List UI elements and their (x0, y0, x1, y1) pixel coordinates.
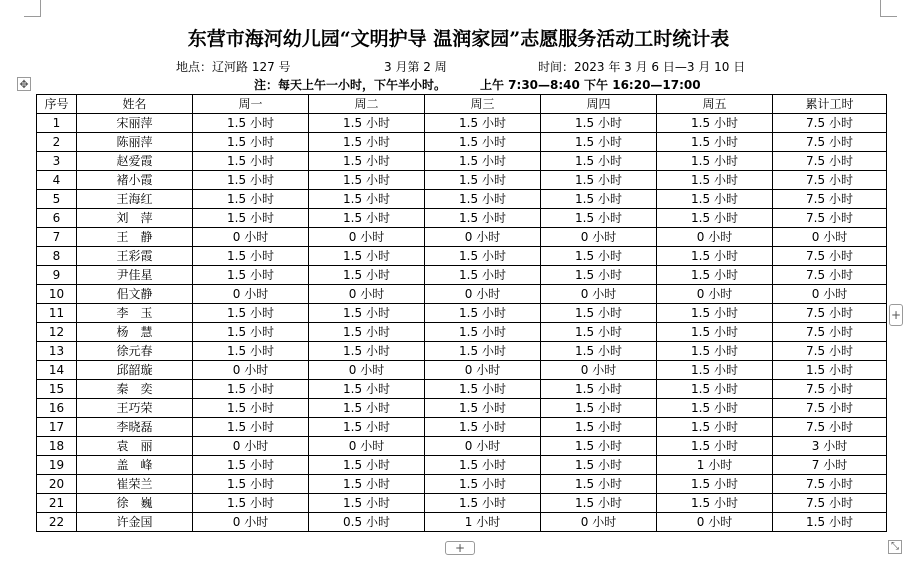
note-rule-text: 注：每天上午一小时，下午半小时。 (254, 78, 447, 92)
name-cell[interactable]: 盖 峰 (77, 456, 193, 475)
column-header: 周三 (425, 95, 541, 114)
row-number-cell[interactable]: 15 (37, 380, 77, 399)
day-hours-cell[interactable]: 1.5 小时 (309, 171, 425, 190)
day-hours-cell[interactable]: 1.5 小时 (425, 456, 541, 475)
row-number-cell[interactable]: 14 (37, 361, 77, 380)
day-hours-cell[interactable]: 0 小时 (541, 228, 657, 247)
day-hours-cell[interactable]: 1.5 小时 (657, 437, 773, 456)
column-header: 周四 (541, 95, 657, 114)
day-hours-cell[interactable]: 0 小时 (309, 228, 425, 247)
total-hours-cell[interactable]: 0 小时 (773, 228, 887, 247)
table-row (37, 114, 887, 133)
day-hours-cell[interactable]: 1.5 小时 (657, 247, 773, 266)
column-header: 周二 (309, 95, 425, 114)
day-hours-cell[interactable]: 1.5 小时 (425, 323, 541, 342)
name-cell[interactable]: 李 玉 (77, 304, 193, 323)
day-hours-cell[interactable]: 1.5 小时 (425, 190, 541, 209)
day-hours-cell[interactable]: 0 小时 (193, 228, 309, 247)
day-hours-cell[interactable]: 1.5 小时 (193, 494, 309, 513)
name-cell[interactable]: 徐元春 (77, 342, 193, 361)
total-hours-cell[interactable]: 7.5 小时 (773, 399, 887, 418)
table-row (37, 247, 887, 266)
day-hours-cell[interactable]: 1.5 小时 (309, 323, 425, 342)
day-hours-cell[interactable]: 0 小时 (193, 361, 309, 380)
day-hours-cell[interactable]: 0 小时 (309, 285, 425, 304)
day-hours-cell[interactable]: 1.5 小时 (541, 114, 657, 133)
day-hours-cell[interactable]: 1.5 小时 (425, 209, 541, 228)
row-number-cell[interactable]: 21 (37, 494, 77, 513)
day-hours-cell[interactable]: 1.5 小时 (541, 323, 657, 342)
day-hours-cell[interactable]: 1.5 小时 (193, 456, 309, 475)
total-hours-cell[interactable]: 0 小时 (773, 285, 887, 304)
work-hours-table (36, 94, 887, 532)
day-hours-cell[interactable]: 1.5 小时 (657, 475, 773, 494)
table-row (37, 190, 887, 209)
column-header: 序号 (37, 95, 77, 114)
name-cell[interactable]: 褚小霞 (77, 171, 193, 190)
name-cell[interactable]: 宋丽萍 (77, 114, 193, 133)
day-hours-cell[interactable]: 1.5 小时 (425, 494, 541, 513)
table-row (37, 152, 887, 171)
name-cell[interactable]: 李晓磊 (77, 418, 193, 437)
day-hours-cell[interactable]: 1.5 小时 (309, 342, 425, 361)
name-cell[interactable]: 刘 萍 (77, 209, 193, 228)
row-number-cell[interactable]: 6 (37, 209, 77, 228)
day-hours-cell[interactable]: 1.5 小时 (541, 247, 657, 266)
day-hours-cell[interactable]: 1.5 小时 (309, 152, 425, 171)
note-schedule-text: 上午 7:30—8:40 下午 16:20—17:00 (480, 78, 701, 92)
total-hours-cell[interactable]: 7.5 小时 (773, 323, 887, 342)
day-hours-cell[interactable]: 1.5 小时 (309, 304, 425, 323)
row-number-cell[interactable]: 22 (37, 513, 77, 532)
day-hours-cell[interactable]: 1.5 小时 (657, 171, 773, 190)
day-hours-cell[interactable]: 1.5 小时 (541, 152, 657, 171)
name-cell[interactable]: 杨 慧 (77, 323, 193, 342)
day-hours-cell[interactable]: 1.5 小时 (657, 323, 773, 342)
name-cell[interactable]: 尹佳星 (77, 266, 193, 285)
row-number-cell[interactable]: 1 (37, 114, 77, 133)
name-cell[interactable]: 王海红 (77, 190, 193, 209)
table-row (37, 342, 887, 361)
day-hours-cell[interactable]: 1.5 小时 (541, 266, 657, 285)
day-hours-cell[interactable]: 1.5 小时 (309, 133, 425, 152)
table-resize-handle-icon[interactable]: ⤡ (888, 540, 902, 554)
day-hours-cell[interactable]: 1.5 小时 (541, 190, 657, 209)
table-row (37, 513, 887, 532)
day-hours-cell[interactable]: 1.5 小时 (425, 475, 541, 494)
day-hours-cell[interactable]: 1.5 小时 (309, 380, 425, 399)
day-hours-cell[interactable]: 1.5 小时 (657, 152, 773, 171)
day-hours-cell[interactable]: 1.5 小时 (541, 380, 657, 399)
total-hours-cell[interactable]: 7.5 小时 (773, 304, 887, 323)
table-row (37, 456, 887, 475)
row-number-cell[interactable]: 8 (37, 247, 77, 266)
day-hours-cell[interactable]: 0 小时 (193, 513, 309, 532)
row-number-cell[interactable]: 13 (37, 342, 77, 361)
day-hours-cell[interactable]: 1.5 小时 (193, 247, 309, 266)
day-hours-cell[interactable]: 1.5 小时 (309, 266, 425, 285)
table-row (37, 304, 887, 323)
day-hours-cell[interactable]: 1.5 小时 (425, 380, 541, 399)
day-hours-cell[interactable]: 1 小时 (425, 513, 541, 532)
column-header: 周一 (193, 95, 309, 114)
day-hours-cell[interactable]: 1.5 小时 (193, 171, 309, 190)
day-hours-cell[interactable]: 1.5 小时 (309, 247, 425, 266)
day-hours-cell[interactable]: 1.5 小时 (309, 494, 425, 513)
total-hours-cell[interactable]: 7.5 小时 (773, 380, 887, 399)
column-header: 姓名 (77, 95, 193, 114)
day-hours-cell[interactable]: 0 小时 (425, 228, 541, 247)
day-hours-cell[interactable]: 0 小时 (309, 361, 425, 380)
table-move-handle-icon[interactable]: ✥ (17, 77, 31, 91)
day-hours-cell[interactable]: 1.5 小时 (425, 171, 541, 190)
total-hours-cell[interactable]: 1.5 小时 (773, 513, 887, 532)
day-hours-cell[interactable]: 1.5 小时 (193, 133, 309, 152)
day-hours-cell[interactable]: 1.5 小时 (425, 399, 541, 418)
day-hours-cell[interactable]: 1.5 小时 (657, 304, 773, 323)
table-row (37, 323, 887, 342)
table-row (37, 171, 887, 190)
total-hours-cell[interactable]: 7 小时 (773, 456, 887, 475)
total-hours-cell[interactable]: 7.5 小时 (773, 342, 887, 361)
name-cell[interactable]: 邱韶璇 (77, 361, 193, 380)
day-hours-cell[interactable]: 1.5 小时 (657, 380, 773, 399)
total-hours-cell[interactable]: 7.5 小时 (773, 266, 887, 285)
day-hours-cell[interactable]: 1.5 小时 (425, 133, 541, 152)
row-number-cell[interactable]: 16 (37, 399, 77, 418)
day-hours-cell[interactable]: 1.5 小时 (193, 399, 309, 418)
day-hours-cell[interactable]: 1.5 小时 (657, 494, 773, 513)
day-hours-cell[interactable]: 1.5 小时 (541, 342, 657, 361)
day-hours-cell[interactable]: 1.5 小时 (657, 418, 773, 437)
table-row (37, 418, 887, 437)
crop-mark-top-left (24, 0, 41, 17)
day-hours-cell[interactable]: 1.5 小时 (309, 209, 425, 228)
day-hours-cell[interactable]: 1.5 小时 (425, 418, 541, 437)
row-number-cell[interactable]: 7 (37, 228, 77, 247)
total-hours-cell[interactable]: 3 小时 (773, 437, 887, 456)
date-range-text: 时间：2023 年 3 月 6 日—3 月 10 日 (538, 60, 746, 74)
total-hours-cell[interactable]: 7.5 小时 (773, 133, 887, 152)
day-hours-cell[interactable]: 1.5 小时 (541, 304, 657, 323)
day-hours-cell[interactable]: 1.5 小时 (193, 380, 309, 399)
row-number-cell[interactable]: 20 (37, 475, 77, 494)
day-hours-cell[interactable]: 0 小时 (657, 228, 773, 247)
location-text: 地点：辽河路 127 号 (176, 60, 291, 74)
day-hours-cell[interactable]: 0 小时 (541, 285, 657, 304)
day-hours-cell[interactable]: 1.5 小时 (657, 114, 773, 133)
total-hours-cell[interactable]: 7.5 小时 (773, 152, 887, 171)
day-hours-cell[interactable]: 0 小时 (425, 285, 541, 304)
day-hours-cell[interactable]: 1.5 小时 (541, 437, 657, 456)
name-cell[interactable]: 许金国 (77, 513, 193, 532)
day-hours-cell[interactable]: 1.5 小时 (193, 266, 309, 285)
day-hours-cell[interactable]: 1.5 小时 (425, 247, 541, 266)
day-hours-cell[interactable]: 1.5 小时 (193, 114, 309, 133)
crop-mark-top-right (880, 0, 897, 17)
row-number-cell[interactable]: 12 (37, 323, 77, 342)
day-hours-cell[interactable]: 1.5 小时 (541, 209, 657, 228)
day-hours-cell[interactable]: 0 小时 (541, 513, 657, 532)
day-hours-cell[interactable]: 1.5 小时 (193, 190, 309, 209)
add-column-button[interactable]: + (889, 304, 903, 326)
day-hours-cell[interactable]: 1.5 小时 (309, 456, 425, 475)
day-hours-cell[interactable]: 1.5 小时 (193, 475, 309, 494)
name-cell[interactable]: 王 静 (77, 228, 193, 247)
day-hours-cell[interactable]: 1.5 小时 (193, 342, 309, 361)
total-hours-cell[interactable]: 7.5 小时 (773, 418, 887, 437)
week-text: 3 月第 2 周 (384, 60, 447, 74)
day-hours-cell[interactable]: 1.5 小时 (425, 266, 541, 285)
name-cell[interactable]: 袁 丽 (77, 437, 193, 456)
day-hours-cell[interactable]: 1.5 小时 (193, 418, 309, 437)
row-number-cell[interactable]: 5 (37, 190, 77, 209)
table-row (37, 133, 887, 152)
row-number-cell[interactable]: 11 (37, 304, 77, 323)
table-row (37, 399, 887, 418)
day-hours-cell[interactable]: 1.5 小时 (193, 152, 309, 171)
total-hours-cell[interactable]: 7.5 小时 (773, 171, 887, 190)
column-header: 周五 (657, 95, 773, 114)
row-number-cell[interactable]: 4 (37, 171, 77, 190)
day-hours-cell[interactable]: 1.5 小时 (193, 209, 309, 228)
total-hours-cell[interactable]: 7.5 小时 (773, 114, 887, 133)
day-hours-cell[interactable]: 0 小时 (541, 361, 657, 380)
day-hours-cell[interactable]: 1.5 小时 (309, 475, 425, 494)
day-hours-cell[interactable]: 1.5 小时 (425, 304, 541, 323)
row-number-cell[interactable]: 18 (37, 437, 77, 456)
day-hours-cell[interactable]: 1 小时 (657, 456, 773, 475)
day-hours-cell[interactable]: 1.5 小时 (657, 209, 773, 228)
day-hours-cell[interactable]: 0 小时 (657, 513, 773, 532)
day-hours-cell[interactable]: 1.5 小时 (657, 399, 773, 418)
column-header: 累计工时 (773, 95, 887, 114)
day-hours-cell[interactable]: 0 小时 (309, 437, 425, 456)
day-hours-cell[interactable]: 0 小时 (425, 437, 541, 456)
table-row (37, 437, 887, 456)
table-row (37, 494, 887, 513)
document-title: 东营市海河幼儿园“文明护导 温润家园”志愿服务活动工时统计表 (187, 28, 730, 50)
table-row (37, 266, 887, 285)
name-cell[interactable]: 王巧荣 (77, 399, 193, 418)
day-hours-cell[interactable]: 1.5 小时 (541, 494, 657, 513)
day-hours-cell[interactable]: 1.5 小时 (309, 114, 425, 133)
name-cell[interactable]: 赵爱霞 (77, 152, 193, 171)
day-hours-cell[interactable]: 1.5 小时 (425, 152, 541, 171)
row-number-cell[interactable]: 19 (37, 456, 77, 475)
table-row (37, 285, 887, 304)
name-cell[interactable]: 徐 巍 (77, 494, 193, 513)
day-hours-cell[interactable]: 1.5 小时 (193, 304, 309, 323)
row-number-cell[interactable]: 2 (37, 133, 77, 152)
row-number-cell[interactable]: 10 (37, 285, 77, 304)
day-hours-cell[interactable]: 1.5 小时 (657, 133, 773, 152)
total-hours-cell[interactable]: 7.5 小时 (773, 247, 887, 266)
name-cell[interactable]: 王彩霞 (77, 247, 193, 266)
total-hours-cell[interactable]: 7.5 小时 (773, 475, 887, 494)
day-hours-cell[interactable]: 1.5 小时 (657, 342, 773, 361)
table-row (37, 380, 887, 399)
row-number-cell[interactable]: 9 (37, 266, 77, 285)
day-hours-cell[interactable]: 1.5 小时 (425, 114, 541, 133)
add-row-button[interactable]: + (445, 541, 475, 555)
table-row (37, 475, 887, 494)
day-hours-cell[interactable]: 1.5 小时 (309, 418, 425, 437)
day-hours-cell[interactable]: 1.5 小时 (309, 190, 425, 209)
day-hours-cell[interactable]: 1.5 小时 (541, 171, 657, 190)
total-hours-cell[interactable]: 7.5 小时 (773, 190, 887, 209)
name-cell[interactable]: 崔荣兰 (77, 475, 193, 494)
day-hours-cell[interactable]: 1.5 小时 (541, 399, 657, 418)
table-row (37, 209, 887, 228)
table-row (37, 228, 887, 247)
table-body (37, 114, 887, 532)
day-hours-cell[interactable]: 1.5 小时 (425, 342, 541, 361)
day-hours-cell[interactable]: 1.5 小时 (541, 475, 657, 494)
day-hours-cell[interactable]: 0 小时 (425, 361, 541, 380)
total-hours-cell[interactable]: 1.5 小时 (773, 361, 887, 380)
name-cell[interactable]: 秦 奕 (77, 380, 193, 399)
day-hours-cell[interactable]: 1.5 小时 (541, 133, 657, 152)
day-hours-cell[interactable]: 1.5 小时 (541, 418, 657, 437)
day-hours-cell[interactable]: 1.5 小时 (541, 456, 657, 475)
day-hours-cell[interactable]: 1.5 小时 (657, 266, 773, 285)
day-hours-cell[interactable]: 1.5 小时 (657, 361, 773, 380)
day-hours-cell[interactable]: 0.5 小时 (309, 513, 425, 532)
row-number-cell[interactable]: 17 (37, 418, 77, 437)
day-hours-cell[interactable]: 0 小时 (657, 285, 773, 304)
day-hours-cell[interactable]: 1.5 小时 (657, 190, 773, 209)
row-number-cell[interactable]: 3 (37, 152, 77, 171)
day-hours-cell[interactable]: 0 小时 (193, 285, 309, 304)
name-cell[interactable]: 佀文静 (77, 285, 193, 304)
day-hours-cell[interactable]: 1.5 小时 (193, 323, 309, 342)
day-hours-cell[interactable]: 0 小时 (193, 437, 309, 456)
total-hours-cell[interactable]: 7.5 小时 (773, 209, 887, 228)
table-row (37, 361, 887, 380)
total-hours-cell[interactable]: 7.5 小时 (773, 494, 887, 513)
name-cell[interactable]: 陈丽萍 (77, 133, 193, 152)
day-hours-cell[interactable]: 1.5 小时 (309, 399, 425, 418)
header-row (37, 95, 887, 114)
